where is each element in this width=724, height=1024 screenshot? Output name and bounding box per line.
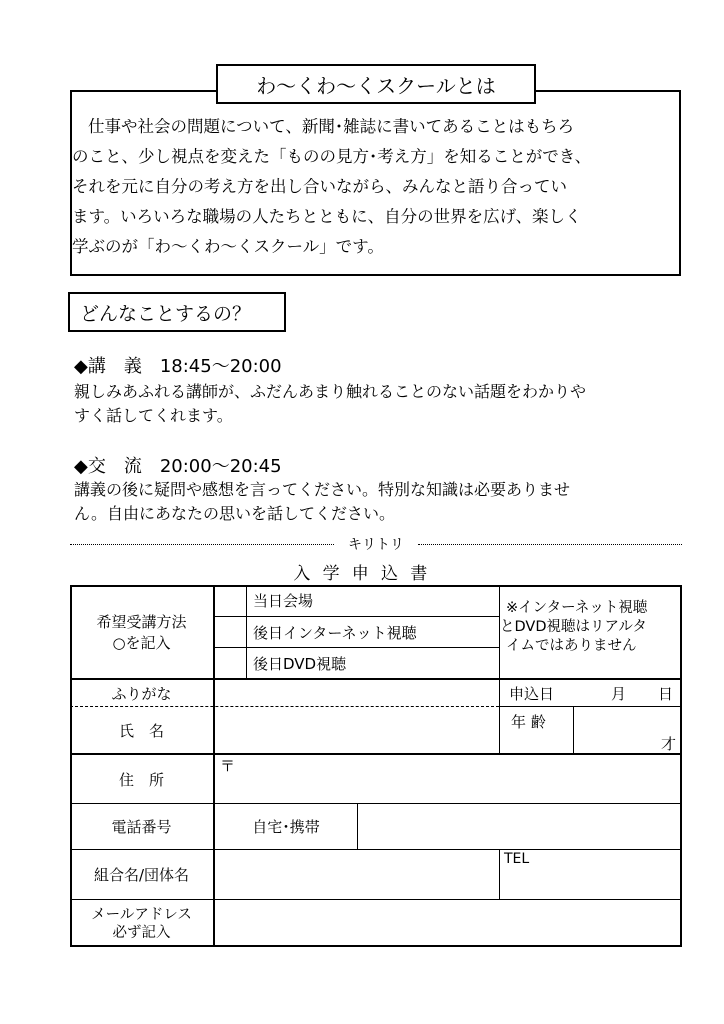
option-checkbox-internet[interactable] [215,617,246,647]
name-label: 氏 名 [118,721,164,740]
option-dvd: 後日DVD視聴 [253,654,347,673]
postal-mark: 〒 [220,757,236,775]
lecture-line: すく話してくれます。 [74,406,233,425]
what-title: どんなことするの？ [68,292,286,332]
option-checkbox-venue[interactable] [215,585,246,616]
lecture-line: 親しみあふれる講師が、ふだんあまり触れることのない話題をわかりや [74,382,587,401]
note-line: とDVD視聴はリアルタ [500,619,647,635]
viewing-note [500,599,682,656]
lecture-body [74,380,694,428]
intro-line: ます。いろいろな職場の人たちとともに、自分の世界を広げ、楽しく [72,207,582,226]
exchange-body [74,478,694,526]
lecture-heading: ◆講 義 18:45〜20:00 [74,356,282,377]
intro-line: 仕事や社会の問題について、新聞･雑誌に書いてあることはもちろ [88,117,575,136]
cut-dots-right [418,544,682,545]
email-label [70,900,213,947]
union-field[interactable] [215,850,499,899]
apply-day-label: 日 [658,684,674,703]
apply-month-label: 月 [611,684,627,703]
apply-date-label: 申込日 [509,684,555,703]
email-label-line: 必ず記入 [112,924,171,941]
form-title: 入 学 申 込 書 [293,564,431,584]
exchange-line: ん。自由にあなたの思いを話してください。 [74,504,395,523]
note-line: イムではありません [506,638,637,654]
tel-label: TEL [504,851,530,867]
age-label: 年 齢 [511,712,546,731]
email-field[interactable] [215,900,682,947]
application-form [70,585,682,947]
furigana-label: ふりがな [111,684,172,703]
col-line-note [499,585,500,753]
union-label: 組合名/団体名 [93,866,190,884]
cut-dots-left [70,544,334,545]
note-line: ※インターネット視聴 [506,600,648,616]
option-internet: 後日インターネット視聴 [253,623,417,642]
age-unit: 才 [661,735,677,753]
cut-line [70,534,682,554]
option-venue: 当日会場 [253,592,314,610]
email-label-line: メールアドレス [91,906,192,923]
intro-text [72,112,676,262]
phone-type: 自宅･携帯 [252,818,320,836]
intro-title: わ〜くわ〜くスクールとは [216,64,536,104]
name-field[interactable] [215,707,499,753]
intro-line: 学ぶのが「わ〜くわ〜くスクール」です。 [72,237,384,256]
cut-label: キリトリ [348,537,404,553]
phone-field[interactable] [358,804,682,849]
method-label-line: ○を記入 [112,633,171,652]
furigana-field[interactable] [215,680,499,706]
address-field[interactable] [234,755,682,803]
exchange-heading: ◆交 流 20:00〜20:45 [74,456,282,477]
intro-line: のこと、少し視点を変えた「ものの見方･考え方」を知ることができ、 [72,147,592,166]
method-label-line: 希望受講方法 [96,612,187,631]
option-checkbox-dvd[interactable] [215,648,246,678]
phone-label: 電話番号 [111,818,172,836]
tel-field[interactable] [500,869,682,899]
exchange-line: 講義の後に疑問や感想を言ってください。特別な知識は必要ありませ [74,480,571,499]
method-label [70,585,213,678]
intro-line: それを元に自分の考え方を出し合いながら、みんなと語り合ってい [72,177,567,196]
address-label: 住 所 [118,770,164,789]
col-line-check [246,585,247,678]
